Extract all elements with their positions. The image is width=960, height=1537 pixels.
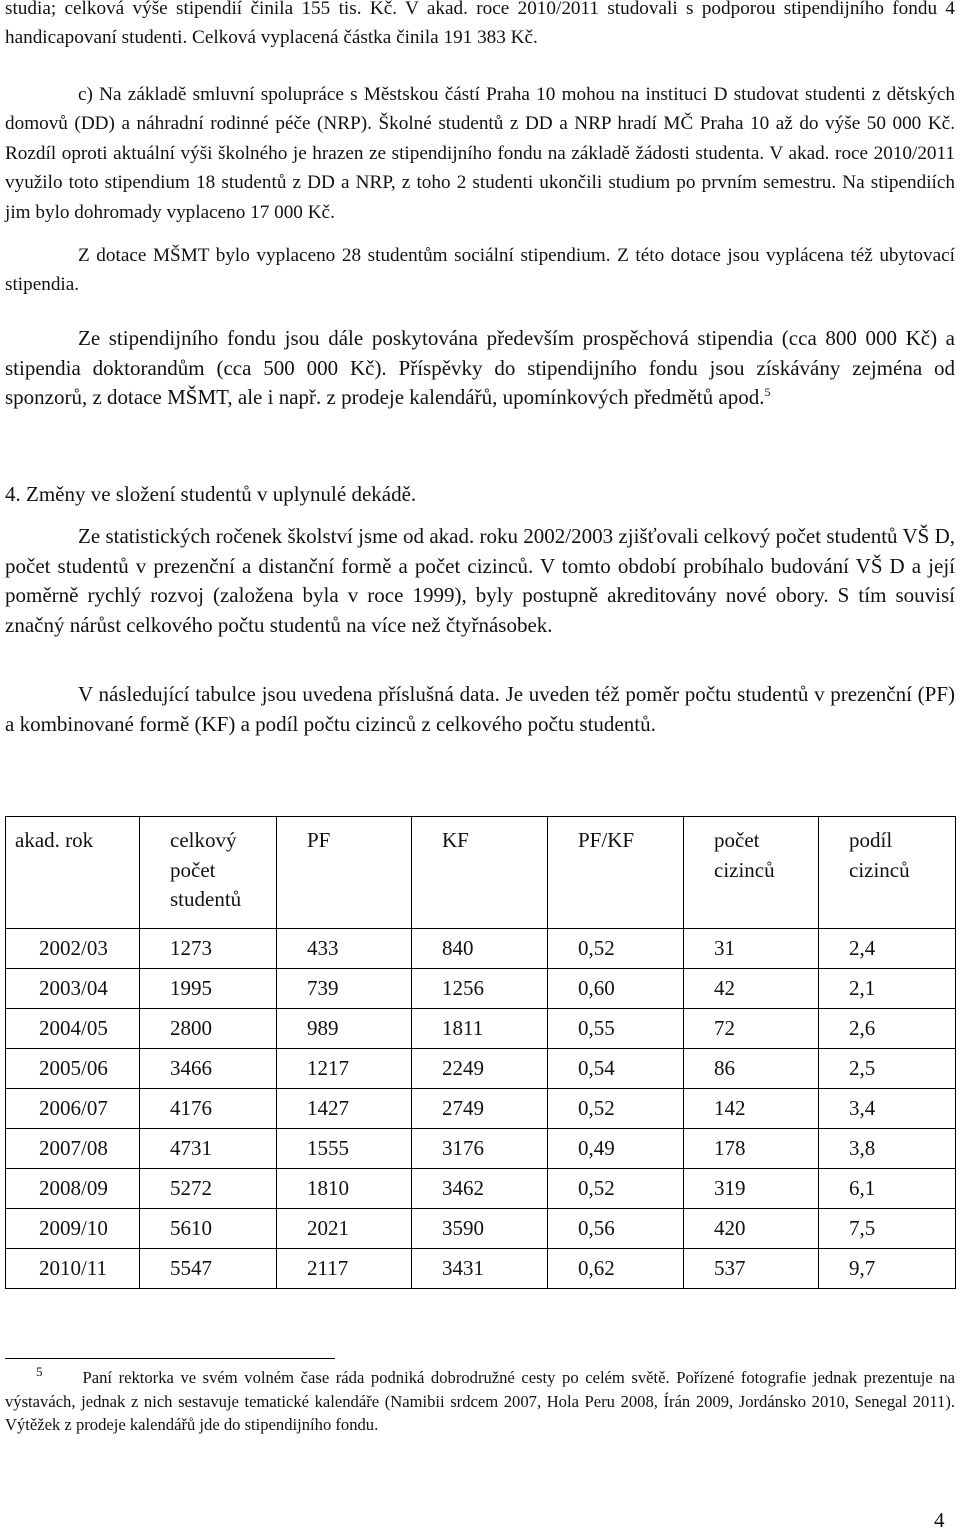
students-table [5,816,956,1289]
table-cell: 2021 [277,1209,412,1249]
table-cell: 3590 [412,1209,548,1249]
footnote-reference: 5 [764,385,771,399]
table-cell: 2117 [277,1249,412,1289]
footnote-text: Paní rektorka ve svém volném čase ráda podniká dobrodružné cesty po celém světě. Pořízené fotografie jednak prezentuje na výstavách, jednak z nich sestavuje tematické kalendáře (Namibii srdcem 2007, Hola Peru 2008, Írán 2009, Jordánsko 2010, Senegal 2011). Výtěžek z prodeje kalendářů jde do stipendijního fondu. [5,1368,955,1435]
paragraph-intro: studia; celková výše stipendií činila 155 tis. Kč. V akad. roce 2010/2011 studovali s podporou stipendijního fondu 4 handicapovaní studenti. Celková vyplacená částka činila 191 383 Kč. [5,0,955,49]
paragraph-scholarship-fund [5,324,955,413]
table-row [6,1049,956,1089]
table-cell: 2,6 [819,1009,956,1049]
table-cell: 142 [684,1089,819,1129]
table-cell: 1995 [140,969,277,1009]
table-cell: 31 [684,929,819,969]
table-cell: 319 [684,1169,819,1209]
table-cell: 0,56 [548,1209,684,1249]
table-cell: 2,4 [819,929,956,969]
footnote [5,1366,955,1437]
paragraph-table-intro: V následující tabulce jsou uvedena příslušná data. Je uveden též poměr počtu studentů v prezenční (PF) a kombinované formě (KF) a podíl počtu cizinců z celkového počtu studentů. [5,682,955,736]
table-row [6,1129,956,1169]
table-cell: 1810 [277,1169,412,1209]
table-cell: 739 [277,969,412,1009]
paragraph-scholarship-fund-text: Ze stipendijního fondu jsou dále poskytována především prospěchová stipendia (cca 800 000 Kč) a stipendia doktorandům (cca 500 000 Kč). Příspěvky do stipendijního fondu jsou získávány zejména od sponzorů, z dotace MŠMT, ale i např. z prodeje kalendářů, upomínkových předmětů apod. [5,326,955,409]
table-cell: 433 [277,929,412,969]
table-cell: 420 [684,1209,819,1249]
table-cell: 2008/09 [6,1169,140,1209]
table-row [6,1209,956,1249]
table-cell: 1811 [412,1009,548,1049]
page-number: 4 [934,1508,945,1532]
header-pf: PF [277,817,412,929]
paragraph-statistics: Ze statistických ročenek školství jsme od akad. roku 2002/2003 zjišťovali celkový počet studentů VŠ D, počet studentů v prezenční a distanční formě a počet cizinců. V tomto období probíhalo budování VŠ D a její poměrně rychlý rozvoj (založena byla v roce 1999), byly postupně akreditovány nové obory. S tím souvisí značný nárůst celkového počtu studentů na více než čtyřnásobek. [5,524,955,637]
footnote-separator [5,1358,335,1359]
table-row [6,1249,956,1289]
paragraph-section-c: c) Na základě smluvní spolupráce s Městskou částí Praha 10 mohou na instituci D studovat studenti z dětských domovů (DD) a náhradní rodinné péče (NRP). Školné studentů z DD a NRP hradí MČ Praha 10 až do výše 50 000 Kč. Rozdíl oproti aktuální výši školného je hrazen ze stipendijního fondu na základě žádosti studenta. V akad. roce 2010/2011 využilo toto stipendium 18 studentů z DD a NRP, z toho 2 studenti ukončili studium po prvním semestru. Na stipendiích jim bylo dohromady vyplaceno 17 000 Kč. [5,84,955,223]
table-cell: 0,60 [548,969,684,1009]
table-cell: 72 [684,1009,819,1049]
paragraph-msmt-subsidy: Z dotace MŠMT bylo vyplaceno 28 studentům sociální stipendium. Z této dotace jsou vyplácena též ubytovací stipendia. [5,245,955,296]
table-cell: 2007/08 [6,1129,140,1169]
section-heading-4: 4. Změny ve složení studentů v uplynulé dekádě. [5,482,417,506]
table-cell: 2003/04 [6,969,140,1009]
footnote-mark: 5 [36,1364,43,1380]
table-row [6,969,956,1009]
header-total-students: celkový počet studentů [140,817,277,929]
table-row [6,1089,956,1129]
table-cell: 0,55 [548,1009,684,1049]
table-cell: 2002/03 [6,929,140,969]
table-cell: 0,49 [548,1129,684,1169]
table-cell: 2004/05 [6,1009,140,1049]
table-cell: 4176 [140,1089,277,1129]
table-cell: 840 [412,929,548,969]
table-cell: 2749 [412,1089,548,1129]
table-cell: 178 [684,1129,819,1169]
table-cell: 989 [277,1009,412,1049]
table-cell: 537 [684,1249,819,1289]
header-kf: KF [412,817,548,929]
table-cell: 2249 [412,1049,548,1089]
table-header-row [6,817,956,929]
table-cell: 0,52 [548,1089,684,1129]
header-foreigners-share: podíl cizinců [819,817,956,929]
table-cell: 86 [684,1049,819,1089]
table-cell: 3,4 [819,1089,956,1129]
header-academic-year: akad. rok [6,817,140,929]
table-cell: 1555 [277,1129,412,1169]
table-cell: 2,1 [819,969,956,1009]
table-cell: 42 [684,969,819,1009]
table-cell: 6,1 [819,1169,956,1209]
table-row [6,1169,956,1209]
table-cell: 2009/10 [6,1209,140,1249]
table-cell: 5610 [140,1209,277,1249]
table-cell: 2010/11 [6,1249,140,1289]
table-cell: 1427 [277,1089,412,1129]
table-cell: 0,52 [548,929,684,969]
table-cell: 9,7 [819,1249,956,1289]
table-cell: 5272 [140,1169,277,1209]
table-cell: 2,5 [819,1049,956,1089]
table-cell: 3431 [412,1249,548,1289]
table-cell: 4731 [140,1129,277,1169]
table-cell: 3,8 [819,1129,956,1169]
table-cell: 1217 [277,1049,412,1089]
table-cell: 2005/06 [6,1049,140,1089]
table-cell: 2006/07 [6,1089,140,1129]
table-cell: 2800 [140,1009,277,1049]
table-cell: 3466 [140,1049,277,1089]
table-row [6,1009,956,1049]
table-cell: 5547 [140,1249,277,1289]
table-row [6,929,956,969]
table-cell: 0,52 [548,1169,684,1209]
header-foreigners-count: počet cizinců [684,817,819,929]
table-cell: 3176 [412,1129,548,1169]
table-cell: 3462 [412,1169,548,1209]
table-cell: 7,5 [819,1209,956,1249]
table-cell: 1273 [140,929,277,969]
table-cell: 0,54 [548,1049,684,1089]
header-pf-kf: PF/KF [548,817,684,929]
table-cell: 1256 [412,969,548,1009]
table-cell: 0,62 [548,1249,684,1289]
